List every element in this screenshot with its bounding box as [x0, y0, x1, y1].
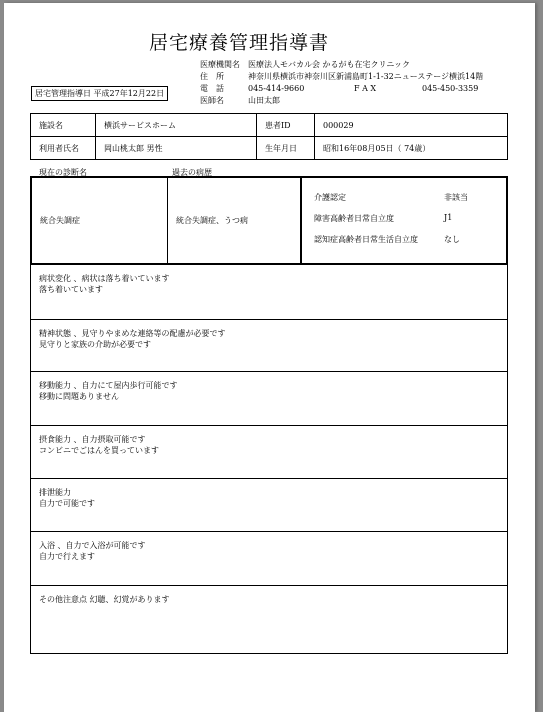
- section-line-1: 移動能力 、自力にて屋内歩行可能です: [39, 381, 178, 390]
- section-line-1: 精神状態 、見守りやまめな連絡等の配慮が必要です: [39, 329, 226, 338]
- current-diagnosis-cell: [32, 178, 168, 263]
- patient-id-value: 000029: [315, 114, 508, 137]
- table-row: [31, 114, 508, 137]
- section-excretion: [30, 479, 508, 532]
- section-line-1: 病状変化 、病状は落ち着いています: [39, 274, 170, 283]
- section-other-notes: [30, 586, 508, 654]
- list-item: [314, 234, 499, 255]
- clinic-fax-label: F A X: [354, 84, 377, 93]
- clinic-address-label: 住 所: [200, 72, 224, 81]
- section-eating: [30, 426, 508, 479]
- clinic-doctor: 山田太郎: [248, 96, 280, 105]
- user-name-label: 利用者氏名: [31, 137, 96, 160]
- list-item: [314, 192, 499, 213]
- table-row: [31, 137, 508, 160]
- section-bathing: [30, 532, 508, 586]
- clinic-doctor-label: 医師名: [200, 96, 224, 105]
- facility-label: 施設名: [31, 114, 96, 137]
- section-line-2: 移動に問題ありません: [39, 392, 119, 401]
- clinic-name: 医療法人モバカル会 かるがも在宅クリニック: [248, 60, 411, 69]
- past-history-cell: [168, 178, 302, 263]
- care-row-value: J1: [444, 213, 453, 222]
- facility-value: 横浜サービスホーム: [96, 114, 257, 137]
- clinic-fax: 045-450-3359: [422, 84, 479, 93]
- section-mental-state: [30, 320, 508, 372]
- section-line-1: 摂食能力 、自力摂取可能です: [39, 435, 146, 444]
- section-line-1: 入浴 、自力で入浴が可能です: [39, 541, 146, 550]
- section-line-2: 自力で行えます: [39, 552, 95, 561]
- care-row-label: 認知症高齢者日常生活自立度: [314, 235, 418, 244]
- past-history-label: 過去の病歴: [172, 168, 212, 177]
- care-level-list: [314, 192, 499, 255]
- past-history: 統合失調症、うつ病: [176, 216, 248, 225]
- care-row-label: 介護認定: [314, 193, 346, 202]
- section-line-1: 排泄能力: [39, 488, 71, 497]
- dob-label: 生年月日: [257, 137, 315, 160]
- clinic-name-label: 医療機関名: [200, 60, 240, 69]
- care-row-label: 障害高齢者日常自立度: [314, 214, 394, 223]
- list-item: [314, 213, 499, 234]
- patient-info-table: [30, 113, 508, 160]
- current-diagnosis: 統合失調症: [40, 216, 80, 225]
- section-mobility: [30, 372, 508, 426]
- clinic-phone: 045-414-9660: [248, 84, 305, 93]
- section-line-2: 落ち着いています: [39, 285, 103, 294]
- patient-id-label: 患者ID: [257, 114, 315, 137]
- diagnosis-box: [30, 176, 508, 265]
- clinic-phone-label: 電 話: [200, 84, 224, 93]
- user-name-value: 岡山桃太郎 男性: [96, 137, 257, 160]
- current-diagnosis-label: 現在の診断名: [39, 168, 87, 177]
- care-row-value: なし: [444, 235, 460, 244]
- clinic-address: 神奈川県横浜市神奈川区新浦島町1-1-32ニューステージ横浜14階: [248, 72, 484, 81]
- section-condition-change: [30, 265, 508, 320]
- section-line-2: コンビニでごはんを買っています: [39, 446, 159, 455]
- section-line-2: 自力で可能です: [39, 499, 95, 508]
- section-line-1: その他注意点 幻聴、幻覚があります: [39, 595, 170, 604]
- dob-value: 昭和16年08月05日（ 74歳）: [315, 137, 508, 160]
- document-title: 居宅療養管理指導書: [149, 32, 330, 54]
- care-row-value: 非該当: [444, 193, 468, 202]
- document-date: 居宅管理指導日 平成27年12月22日: [31, 86, 168, 101]
- section-line-2: 見守りと家族の介助が必要です: [39, 340, 151, 349]
